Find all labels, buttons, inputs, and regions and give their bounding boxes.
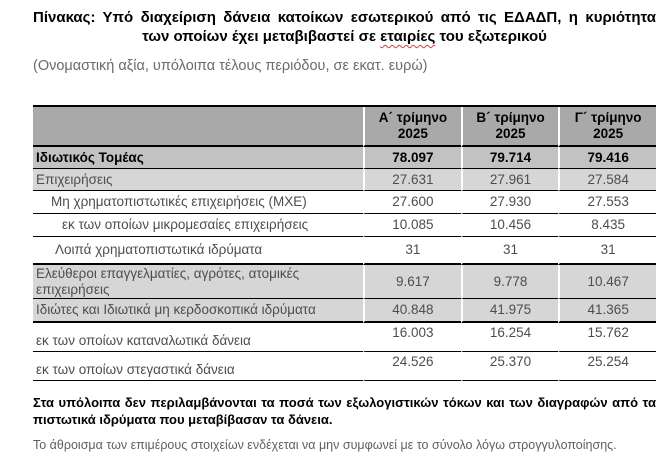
row-value: 16.003	[363, 323, 461, 352]
row-value: 10.467	[558, 265, 656, 299]
table-subtitle: (Ονομαστική αξία, υπόλοιπα τέλους περιόδου, σε εκατ. ευρώ)	[33, 58, 428, 74]
row-label: Ιδιώτες και Ιδιωτικά μη κερδοσκοπικά ιδρύματα	[33, 299, 363, 323]
row-value: 27.584	[558, 169, 656, 191]
row-value: 15.762	[558, 323, 656, 352]
title-text-segment: των οποίων έχει μεταβιβαστεί σε	[142, 28, 381, 45]
spellcheck-flagged-word: εταιρίες	[380, 28, 436, 45]
row-value: 79.714	[461, 147, 559, 169]
table-title-line2	[33, 27, 656, 46]
row-value: 10.085	[363, 214, 461, 237]
table-row-non-financial-corporations	[33, 191, 656, 214]
row-value: 16.254	[461, 323, 559, 352]
row-value: 31	[461, 237, 559, 265]
row-value: 27.600	[363, 191, 461, 214]
column-year: 2025	[397, 126, 428, 141]
column-year: 2025	[593, 126, 624, 141]
row-label: εκ των οποίων μικρομεσαίες επιχειρήσεις	[33, 214, 363, 237]
row-value: 79.416	[558, 147, 656, 169]
header-row	[33, 107, 656, 147]
column-period: Β´ τρίμηνο	[476, 110, 545, 125]
row-value: 25.370	[461, 352, 559, 381]
row-value: 24.526	[363, 352, 461, 381]
column-header-q1-2025	[363, 107, 461, 147]
table-title-line1: Πίνακας: Υπό διαχείριση δάνεια κατοίκων εσωτερικού από τις ΕΔΑΔΠ, η κυριότητα	[33, 9, 656, 26]
table-row-smes	[33, 214, 656, 237]
row-label: Λοιπά χρηματοπιστωτικά ιδρύματα	[33, 237, 363, 265]
row-value: 10.456	[461, 214, 559, 237]
row-value: 27.930	[461, 191, 559, 214]
table-row-individuals-npish	[33, 299, 656, 323]
column-period: Γ´ τρίμηνο	[574, 110, 642, 125]
row-value: 25.254	[558, 352, 656, 381]
column-year: 2025	[495, 126, 526, 141]
column-header-q2-2025	[461, 107, 559, 147]
row-label: εκ των οποίων στεγαστικά δάνεια	[33, 352, 363, 381]
column-period: Α´ τρίμηνο	[378, 110, 448, 125]
row-label: Ελεύθεροι επαγγελματίες, αγρότες, ατομικές επιχειρήσεις	[33, 265, 363, 299]
table-row-housing-loans	[33, 352, 656, 381]
row-value: 9.778	[461, 265, 559, 299]
column-header-q3-2025	[558, 107, 656, 147]
row-value: 27.961	[461, 169, 559, 191]
row-value: 27.631	[363, 169, 461, 191]
row-value: 78.097	[363, 147, 461, 169]
table-row-corporations	[33, 169, 656, 191]
table-row-consumer-loans	[33, 323, 656, 352]
footnote-balances-exclusions: Στα υπόλοιπα δεν περιλαμβάνονται τα ποσά των εξωλογιστικών τόκων και των διαγραφών από τα πιστωτικά ιδρύματα που μεταβίβασαν τα δάνεια.	[33, 395, 656, 427]
row-value: 9.617	[363, 265, 461, 299]
row-label: Μη χρηματοπιστωτικές επιχειρήσεις (ΜΧΕ)	[33, 191, 363, 214]
row-value: 27.553	[558, 191, 656, 214]
loans-data-table	[33, 105, 656, 381]
row-label: εκ των οποίων καταναλωτικά δάνεια	[33, 323, 363, 352]
table-title	[33, 8, 656, 46]
row-value: 31	[558, 237, 656, 265]
row-value: 41.365	[558, 299, 656, 323]
footnote-rounding: Το άθροισμα των επιμέρους στοιχείων ενδέχεται να μην συμφωνεί με το σύνολο λόγω στρογγυλοποίησης.	[33, 438, 617, 452]
empty-corner-cell	[33, 107, 363, 147]
table-row-sole-proprietors	[33, 265, 656, 299]
row-value: 41.975	[461, 299, 559, 323]
row-value: 31	[363, 237, 461, 265]
document-content	[33, 8, 656, 453]
table-row-private-sector	[33, 147, 656, 169]
row-label: Επιχειρήσεις	[33, 169, 363, 191]
row-value: 40.848	[363, 299, 461, 323]
row-value: 8.435	[558, 214, 656, 237]
table-row-other-financial-institutions	[33, 237, 656, 265]
title-text-segment: του εξωτερικού	[435, 28, 547, 45]
row-label: Ιδιωτικός Τομέας	[33, 147, 363, 169]
